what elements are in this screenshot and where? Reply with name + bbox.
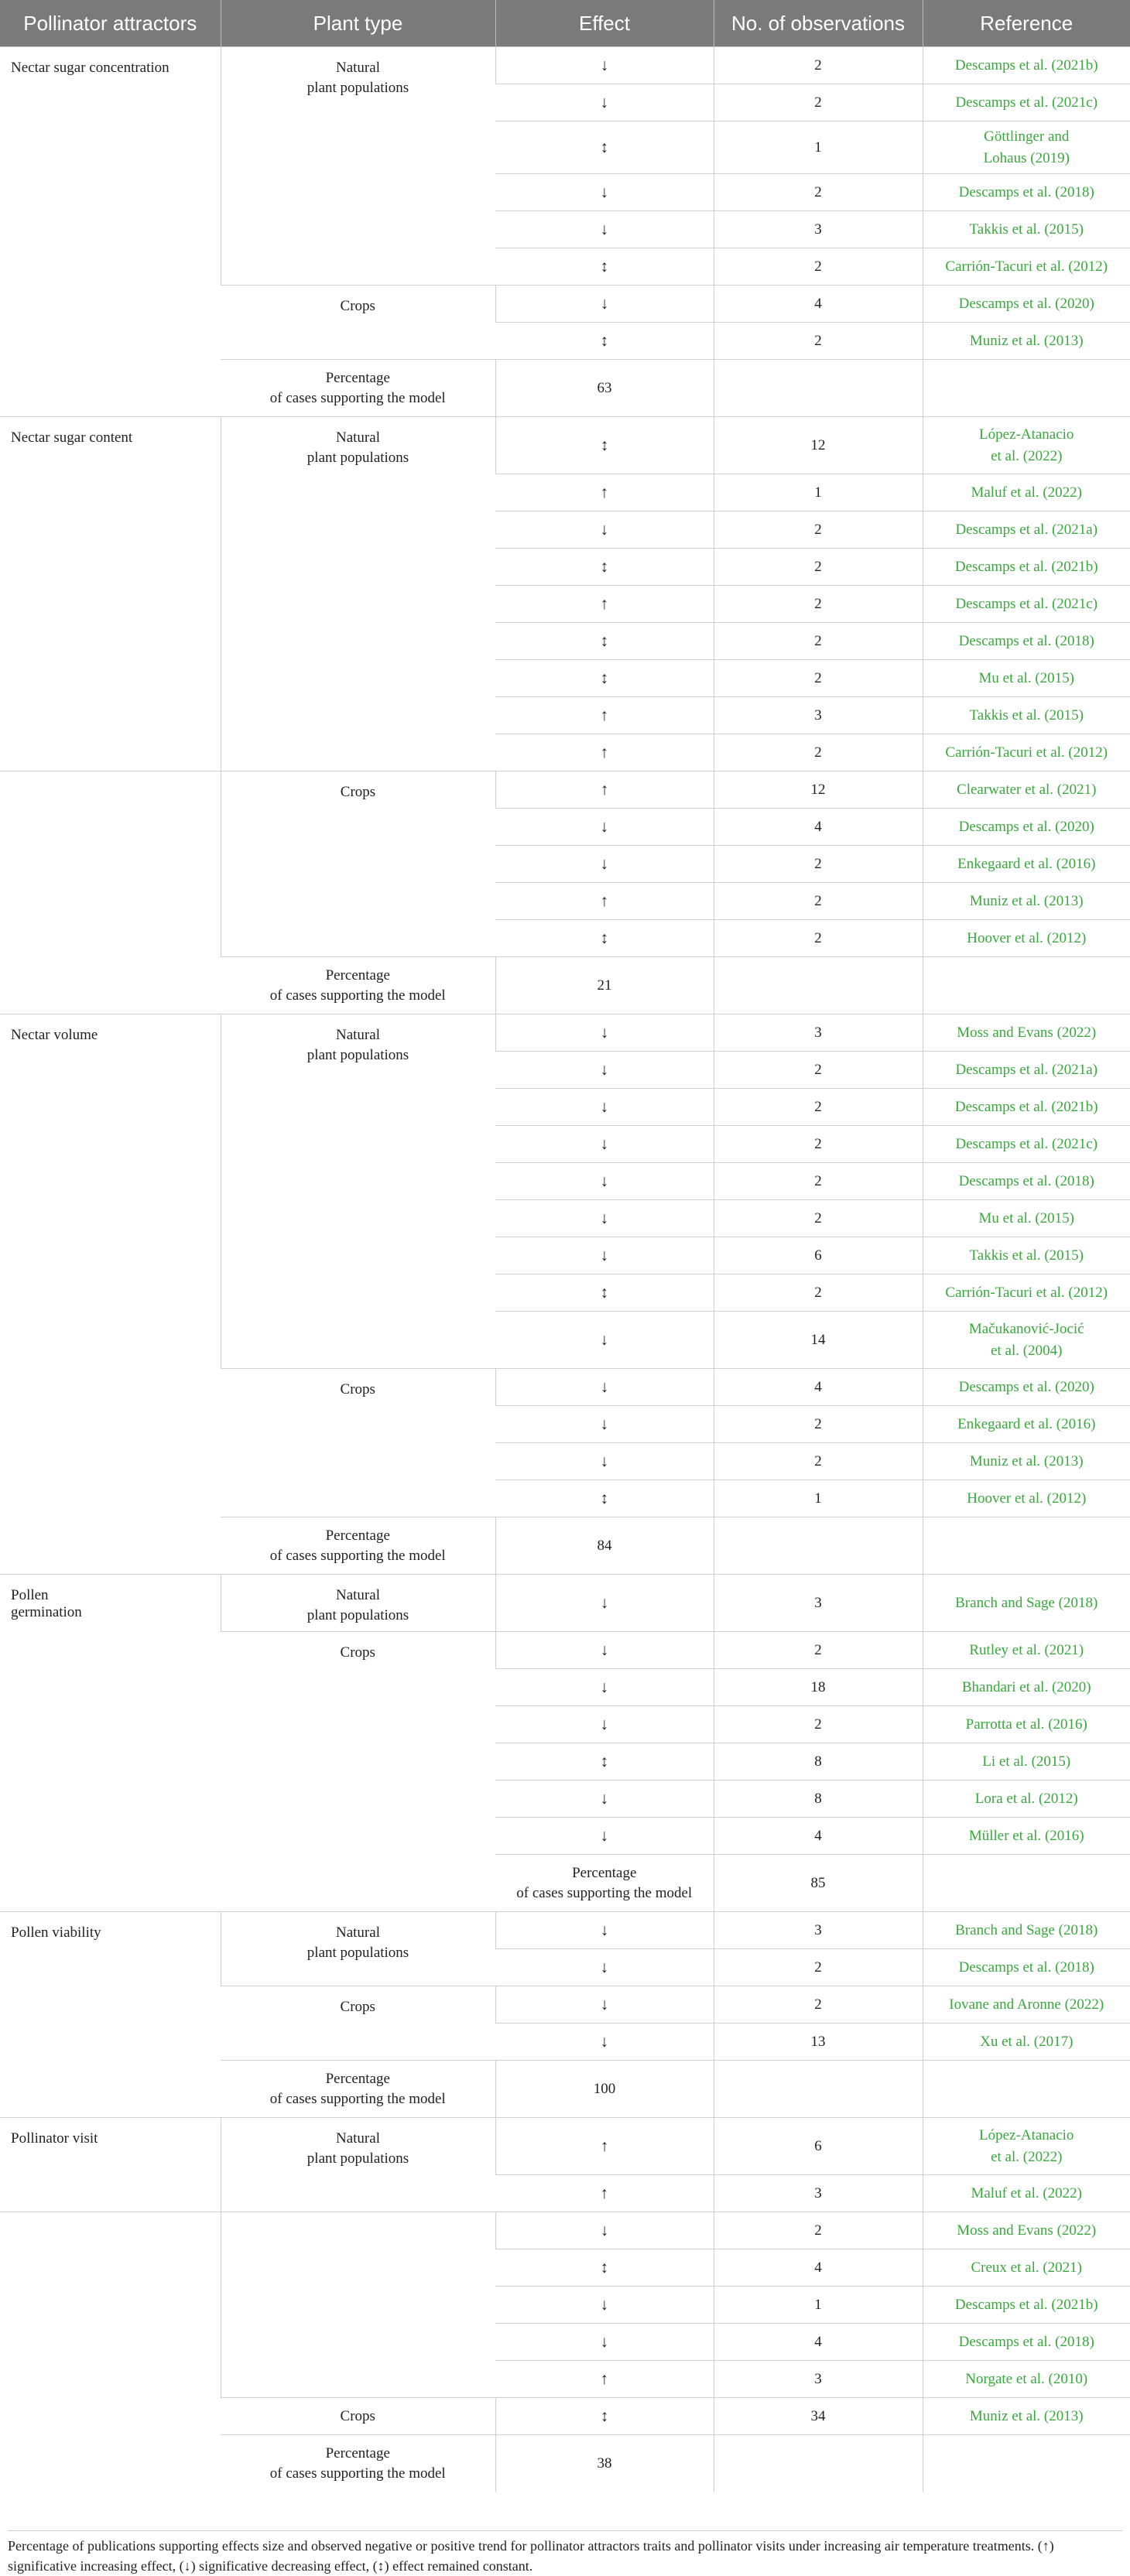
effect-cell: ↓ [495,1986,714,2024]
effect-cell: ↓ [495,1443,714,1480]
percentage-label: Percentage of cases supporting the model [221,957,495,1014]
effect-cell: ↕ [495,1480,714,1517]
effect-cell: ↓ [495,1575,714,1632]
reference-link[interactable]: Branch and Sage (2018) [923,1912,1130,1949]
observations-cell: 4 [714,2324,923,2361]
observations-cell: 2 [714,1949,923,1986]
attractor-cell: Nectar volume [0,1014,221,1575]
plant-type-cell: Crops [221,1986,495,2061]
observations-cell: 2 [714,1406,923,1443]
table-row [0,2212,1130,2249]
effect-cell: ↑ [495,2361,714,2398]
table-row [0,2118,1130,2175]
reference-link[interactable]: Descamps et al. (2018) [923,2324,1130,2361]
effect-cell: ↓ [495,1052,714,1089]
reference-link[interactable]: Bhandari et al. (2020) [923,1669,1130,1706]
reference-link[interactable]: Descamps et al. (2018) [923,1163,1130,1200]
observations-cell: 2 [714,1200,923,1237]
reference-link[interactable]: Enkegaard et al. (2016) [923,846,1130,883]
table-row [0,771,1130,809]
reference-link[interactable]: Clearwater et al. (2021) [923,771,1130,809]
reference-link[interactable]: Takkis et al. (2015) [923,211,1130,248]
plant-type-cell: Crops [221,771,495,957]
effect-cell: ↕ [495,417,714,474]
reference-link[interactable]: Muniz et al. (2013) [923,883,1130,920]
effect-cell: ↓ [495,1312,714,1369]
reference-link[interactable]: Li et al. (2015) [923,1743,1130,1781]
observations-cell: 2 [714,1986,923,2024]
observations-cell: 1 [714,474,923,511]
effect-cell: ↕ [495,2249,714,2287]
observations-cell: 3 [714,211,923,248]
effect-cell: ↓ [495,47,714,84]
reference-link[interactable]: Descamps et al. (2020) [923,809,1130,846]
observations-cell: 2 [714,1443,923,1480]
observations-cell: 2 [714,2212,923,2249]
plant-type-cell: Crops [221,286,495,360]
reference-link[interactable]: Moss and Evans (2022) [923,1014,1130,1052]
effect-cell: ↓ [495,286,714,323]
reference-link[interactable]: Creux et al. (2021) [923,2249,1130,2287]
reference-link[interactable]: Descamps et al. (2021c) [923,586,1130,623]
effect-cell: ↕ [495,549,714,586]
effect-cell: ↑ [495,586,714,623]
empty-cell [714,957,923,1014]
plant-type-cell: Crops [221,1632,495,1912]
empty-cell [923,2061,1130,2118]
observations-cell: 2 [714,586,923,623]
empty-cell [923,2435,1130,2492]
observations-cell: 4 [714,286,923,323]
percentage-value: 21 [495,957,714,1014]
effect-cell: ↑ [495,2175,714,2212]
reference-link[interactable]: Maluf et al. (2022) [923,2175,1130,2212]
effect-cell: ↕ [495,660,714,697]
plant-type-cell: Natural plant populations [221,1912,495,1986]
attractor-cell [0,771,221,1014]
empty-cell [714,2435,923,2492]
reference-link[interactable]: Lora et al. (2012) [923,1781,1130,1818]
effect-cell: ↓ [495,809,714,846]
observations-cell: 6 [714,1237,923,1274]
effect-cell: ↕ [495,323,714,360]
effect-cell: ↕ [495,623,714,660]
reference-link[interactable]: Descamps et al. (2021b) [923,549,1130,586]
table-row [0,1014,1130,1052]
effect-cell: ↓ [495,1014,714,1052]
column-header-attractors: Pollinator attractors [0,0,221,47]
column-header-plant-type: Plant type [221,0,495,47]
reference-link[interactable]: Descamps et al. (2018) [923,1949,1130,1986]
effect-cell: ↓ [495,211,714,248]
effect-cell: ↓ [495,174,714,211]
effect-cell: ↓ [495,1669,714,1706]
observations-cell: 14 [714,1312,923,1369]
observations-cell: 2 [714,1126,923,1163]
effect-cell: ↕ [495,121,714,174]
reference-link[interactable]: Descamps et al. (2018) [923,174,1130,211]
effect-cell: ↓ [495,1706,714,1743]
observations-cell: 3 [714,697,923,734]
effect-cell: ↓ [495,511,714,549]
effect-cell: ↕ [495,2398,714,2435]
effect-cell: ↑ [495,474,714,511]
reference-link[interactable]: Descamps et al. (2018) [923,623,1130,660]
observations-cell: 2 [714,883,923,920]
effect-cell: ↑ [495,734,714,771]
reference-link[interactable]: Descamps et al. (2020) [923,1369,1130,1406]
empty-cell [714,2061,923,2118]
observations-cell: 2 [714,323,923,360]
observations-cell: 3 [714,2175,923,2212]
observations-cell: 2 [714,846,923,883]
percentage-label: Percentage of cases supporting the model [221,2435,495,2492]
reference-link[interactable]: Carrión-Tacuri et al. (2012) [923,1274,1130,1312]
plant-type-cell: Natural plant populations [221,1575,495,1632]
plant-type-cell: Natural plant populations [221,2118,495,2212]
reference-link[interactable]: Descamps et al. (2020) [923,286,1130,323]
observations-cell: 2 [714,660,923,697]
observations-cell: 4 [714,2249,923,2287]
attractor-cell: Pollinator visit [0,2118,221,2212]
effect-cell: ↓ [495,1163,714,1200]
percentage-label: Percentage of cases supporting the model [221,360,495,417]
effect-cell: ↓ [495,1237,714,1274]
percentage-value: 84 [495,1517,714,1575]
column-header-reference: Reference [923,0,1130,47]
attractor-cell: Nectar sugar content [0,417,221,771]
empty-cell [923,360,1130,417]
observations-cell: 4 [714,809,923,846]
empty-cell [923,957,1130,1014]
reference-link[interactable]: Descamps et al. (2021a) [923,1052,1130,1089]
observations-cell: 2 [714,549,923,586]
plant-type-cell: Crops [221,1369,495,1517]
effect-cell: ↓ [495,1912,714,1949]
attractor-cell [0,2212,221,2492]
plant-type-cell: Natural plant populations [221,1014,495,1369]
reference-link[interactable]: Mu et al. (2015) [923,1200,1130,1237]
observations-cell: 12 [714,417,923,474]
effect-cell: ↓ [495,1126,714,1163]
observations-cell: 2 [714,920,923,957]
observations-cell: 1 [714,121,923,174]
percentage-label: Percentage of cases supporting the model [495,1855,714,1912]
effect-cell: ↓ [495,2212,714,2249]
reference-link[interactable]: Carrión-Tacuri et al. (2012) [923,734,1130,771]
reference-link[interactable]: Enkegaard et al. (2016) [923,1406,1130,1443]
effect-cell: ↕ [495,920,714,957]
observations-cell: 2 [714,1052,923,1089]
reference-link[interactable]: Descamps et al. (2021b) [923,2287,1130,2324]
effect-cell: ↓ [495,1949,714,1986]
table-row [0,1575,1130,1632]
percentage-value: 63 [495,360,714,417]
effect-cell: ↕ [495,1274,714,1312]
observations-cell: 2 [714,1274,923,1312]
reference-link[interactable]: Descamps et al. (2021a) [923,511,1130,549]
effect-cell: ↓ [495,1781,714,1818]
observations-cell: 2 [714,1163,923,1200]
reference-link[interactable]: Muniz et al. (2013) [923,323,1130,360]
attractor-cell: Pollen viability [0,1912,221,2118]
observations-cell: 2 [714,1089,923,1126]
table-row [0,47,1130,84]
reference-link[interactable]: Branch and Sage (2018) [923,1575,1130,1632]
reference-link[interactable]: Iovane and Aronne (2022) [923,1986,1130,2024]
empty-cell [923,1855,1130,1912]
effect-cell: ↓ [495,1089,714,1126]
effect-cell: ↓ [495,1369,714,1406]
observations-cell: 2 [714,248,923,286]
plant-type-cell [221,2212,495,2398]
reference-link[interactable]: Göttlinger and Lohaus (2019) [923,121,1130,174]
observations-cell: 34 [714,2398,923,2435]
effect-cell: ↓ [495,2024,714,2061]
observations-cell: 4 [714,1818,923,1855]
column-header-effect: Effect [495,0,714,47]
reference-link[interactable]: Descamps et al. (2021c) [923,1126,1130,1163]
reference-link[interactable]: Muniz et al. (2013) [923,1443,1130,1480]
observations-cell: 2 [714,47,923,84]
effect-cell: ↓ [495,846,714,883]
plant-type-cell: Crops [221,2398,495,2435]
reference-link[interactable]: Muniz et al. (2013) [923,2398,1130,2435]
reference-link[interactable]: López-Atanacio et al. (2022) [923,417,1130,474]
observations-cell: 3 [714,2361,923,2398]
observations-cell: 1 [714,1480,923,1517]
reference-link[interactable]: Takkis et al. (2015) [923,697,1130,734]
observations-cell: 2 [714,511,923,549]
effect-cell: ↓ [495,1406,714,1443]
reference-link[interactable]: Maluf et al. (2022) [923,474,1130,511]
observations-cell: 2 [714,1706,923,1743]
effect-cell: ↓ [495,2324,714,2361]
percentage-value: 38 [495,2435,714,2492]
effect-cell: ↕ [495,248,714,286]
reference-link[interactable]: Rutley et al. (2021) [923,1632,1130,1669]
reference-link[interactable]: Xu et al. (2017) [923,2024,1130,2061]
observations-cell: 6 [714,2118,923,2175]
table-header [0,0,1130,47]
observations-cell: 3 [714,1014,923,1052]
reference-link[interactable]: Mačukanović-Jocić et al. (2004) [923,1312,1130,1369]
effect-cell: ↕ [495,1743,714,1781]
observations-cell: 18 [714,1669,923,1706]
observations-cell: 3 [714,1575,923,1632]
observations-cell: 4 [714,1369,923,1406]
effect-cell: ↓ [495,84,714,121]
percentage-value: 100 [495,2061,714,2118]
plant-type-cell: Natural plant populations [221,417,495,771]
reference-link[interactable]: Mu et al. (2015) [923,660,1130,697]
observations-cell: 13 [714,2024,923,2061]
reference-link[interactable]: Takkis et al. (2015) [923,1237,1130,1274]
observations-cell: 8 [714,1781,923,1818]
table-body [0,47,1130,2492]
reference-link[interactable]: Hoover et al. (2012) [923,1480,1130,1517]
reference-link[interactable]: Norgate et al. (2010) [923,2361,1130,2398]
observations-cell: 2 [714,734,923,771]
reference-link[interactable]: Parrotta et al. (2016) [923,1706,1130,1743]
effect-cell: ↓ [495,1200,714,1237]
effect-cell: ↑ [495,2118,714,2175]
reference-link[interactable]: Hoover et al. (2012) [923,920,1130,957]
attractor-cell: Nectar sugar concentration [0,47,221,417]
attractor-cell: Pollen germination [0,1575,221,1912]
effect-cell: ↑ [495,883,714,920]
table-caption: Percentage of publications supporting effects size and observed negative or positive trend for pollinator attractors traits and pollinator visits under increasing air temperature treatments. (↑) significative increasing effect, (↓) significative decreasing effect, (↕) effect remained constant. [8,2530,1122,2576]
reference-link[interactable]: Moss and Evans (2022) [923,2212,1130,2249]
observations-cell: 12 [714,771,923,809]
effect-cell: ↑ [495,771,714,809]
observations-cell: 1 [714,2287,923,2324]
column-header-observations: No. of observations [714,0,923,47]
observations-cell: 2 [714,623,923,660]
observations-cell: 2 [714,84,923,121]
reference-link[interactable]: Müller et al. (2016) [923,1818,1130,1855]
reference-link[interactable]: Descamps et al. (2021b) [923,1089,1130,1126]
observations-cell: 3 [714,1912,923,1949]
observations-cell: 2 [714,1632,923,1669]
percentage-label: Percentage of cases supporting the model [221,1517,495,1575]
empty-cell [714,1517,923,1575]
percentage-value: 85 [714,1855,923,1912]
reference-link[interactable]: Descamps et al. (2021c) [923,84,1130,121]
reference-link[interactable]: López-Atanacio et al. (2022) [923,2118,1130,2175]
percentage-label: Percentage of cases supporting the model [221,2061,495,2118]
effect-cell: ↓ [495,2287,714,2324]
effect-cell: ↓ [495,1632,714,1669]
reference-link[interactable]: Carrión-Tacuri et al. (2012) [923,248,1130,286]
empty-cell [923,1517,1130,1575]
observations-cell: 2 [714,174,923,211]
effect-cell: ↑ [495,697,714,734]
table-row [0,417,1130,474]
plant-type-cell: Natural plant populations [221,47,495,286]
table-row [0,1912,1130,1949]
empty-cell [714,360,923,417]
observations-cell: 8 [714,1743,923,1781]
reference-link[interactable]: Descamps et al. (2021b) [923,47,1130,84]
effect-cell: ↓ [495,1818,714,1855]
